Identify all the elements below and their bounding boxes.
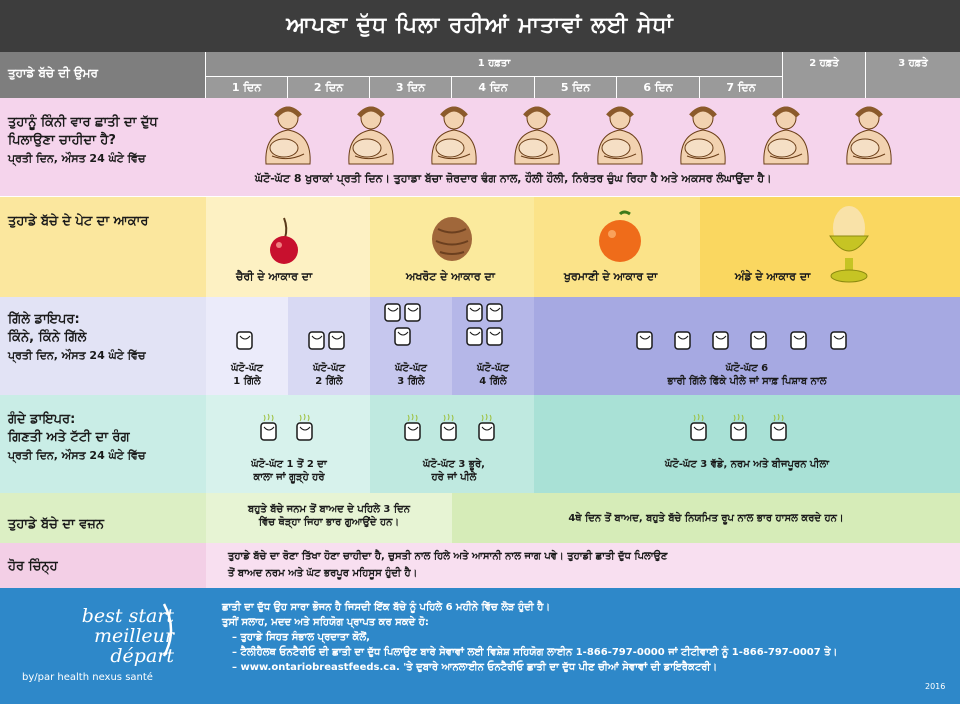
dirty-diaper-icon: [730, 414, 746, 434]
day-5-header: 5 ਦਿਨ: [535, 77, 616, 98]
footer-line1: ਛਾਤੀ ਦਾ ਦੁੱਧ ਉਹ ਸਾਰਾ ਭੋਜਨ ਹੈ ਜਿਸਦੀ ਇੱਕ ਬੱਚੇ ਨੂੰ ਪਹਿਲੇ 6 ਮਹੀਨੇ ਵਿੱਚ ਲੋੜ ਹੁੰਦੀ ਹੈ।: [222, 602, 551, 613]
wet-day4-line1: ਘੱਟੋ-ਘੱਟ: [477, 363, 509, 374]
dirty-c2-line2: ਹਰੇ ਜਾਂ ਪੀਲੇ: [431, 472, 477, 483]
feeding-question: ਤੁਹਾਨੂੰ ਕਿੰਨੀ ਵਾਰ ਛਾਤੀ ਦਾ ਦੁੱਧ ਪਿਲਾਉਣਾ ਚਾਹੀਦਾ ਹੈ?: [8, 115, 158, 148]
other-text: [228, 548, 948, 582]
dirty-c1-line2: ਕਾਲਾ ਜਾਂ ਗੂੜ੍ਹੇ ਹਰੇ: [253, 472, 325, 483]
wet-day3-line1: ਘੱਟੋ-ਘੱਟ: [395, 363, 427, 374]
footer-text: [222, 600, 942, 675]
dirty-diaper-icon: [478, 414, 494, 434]
other-line2: ਤੋਂ ਬਾਅਦ ਨਰਮ ਅਤੇ ਘੱਟ ਭਰਪੂਰ ਮਹਿਸੂਸ ਹੁੰਦੀ ਹੈ।: [228, 568, 418, 579]
dirty-diaper-icon: [690, 414, 706, 434]
day-1-header: 1 ਦਿਨ: [206, 77, 287, 98]
week2-header: 2 ਹਫ਼ਤੇ: [783, 52, 865, 98]
day-7-header: 7 ਦਿਨ: [700, 77, 782, 98]
wet-day1-line2: 1 ਗਿੱਲੇ: [233, 376, 261, 387]
stomach-walnut-label: ਅਖਰੋਟ ਦੇ ਆਕਾਰ ਦਾ: [406, 270, 495, 283]
day-2-header: 2 ਦਿਨ: [288, 77, 369, 98]
dirty-diaper-icon: [260, 414, 276, 434]
weight-label: ਤੁਹਾਡੇ ਬੱਚੇ ਦਾ ਵਜ਼ਨ: [8, 517, 104, 532]
wet-day2-line2: 2 ਗਿੱਲੇ: [315, 376, 343, 387]
stomach-cherry-label: ਚੈਰੀ ਦੇ ਆਕਾਰ ਦਾ: [236, 270, 313, 283]
dirty-diaper-icon: [440, 414, 456, 434]
stomach-label: ਤੁਹਾਡੇ ਬੱਚੇ ਦੇ ਪੇਟ ਦਾ ਆਕਾਰ: [8, 214, 149, 229]
age-header-label: ਤੁਹਾਡੇ ਬੱਚੇ ਦੀ ਉਮਰ: [0, 52, 205, 98]
footer-line2: ਤੁਸੀਂ ਸਲਾਹ, ਮਦਦ ਅਤੇ ਸਹਿਯੋਗ ਪ੍ਰਾਪਤ ਕਰ ਸਕਦੇ ਹੋ:: [222, 617, 429, 628]
day-6-header: 6 ਦਿਨ: [617, 77, 699, 98]
brand-logo: [44, 606, 174, 666]
page-title: ਆਪਣਾ ਦੁੱਧ ਪਿਲਾ ਰਹੀਆਂ ਮਾਤਾਵਾਂ ਲਈ ਸੇਧਾਂ: [0, 0, 960, 52]
byline: by/par health nexus santé: [22, 672, 153, 683]
footer-line4: – ਟੈਲੀਹੈਲਥ ਓਨਟੈਰੀਓ ਦੀ ਛਾਤੀ ਦਾ ਦੁੱਧ ਪਿਲਾਉਣ ਬਾਰੇ ਸੇਵਾਵਾਂ ਲਈ ਵਿਸ਼ੇਸ਼ ਸਹਿਯੋਗ ਲਾਈਨ 1-866-797-0000 ਜਾਂ ਟੀਟੀਵਾਈ ਨੂੰ 1-866-797-0007 ਤੇ।: [232, 647, 838, 658]
wet-day4-line2: 4 ਗਿੱਲੇ: [479, 376, 507, 387]
dirty-c1-line1: ਘੱਟੋ-ਘੱਟ 1 ਤੋਂ 2 ਦਾ: [251, 459, 327, 470]
week1-header: 1 ਹਫ਼ਤਾ: [206, 52, 782, 76]
brand-line1: best start: [81, 605, 174, 627]
dirty-c3-caption: ਘੱਟੋ-ਘੱਟ 3 ਵੱਡੇ, ਨਰਮ ਅਤੇ ਬੀਜਪੂਰਨ ਪੀਲਾ: [664, 459, 830, 470]
weight-left-line1: ਬਹੁਤੇ ਬੱਚੇ ਜਨਮ ਤੋਂ ਬਾਅਦ ਦੇ ਪਹਿਲੇ 3 ਦਿਨ: [248, 504, 410, 515]
stomach-egg-label: ਅੰਡੇ ਦੇ ਆਕਾਰ ਦਾ: [735, 270, 811, 283]
dirty-title: ਗੰਦੇ ਡਾਇਪਰ:: [8, 412, 76, 427]
wet-sub: ਪ੍ਰਤੀ ਦਿਨ, ਔਸਤ 24 ਘੰਟੇ ਵਿੱਚ: [8, 349, 146, 362]
wet-title: ਗਿੱਲੇ ਡਾਇਪਰ:: [8, 312, 80, 327]
dirty-c2-line1: ਘੱਟੋ-ਘੱਟ 3 ਭੂਰੇ,: [423, 459, 485, 470]
feeding-caption: ਘੱਟੋ-ਘੱਟ 8 ਖੁਰਾਕਾਂ ਪ੍ਰਤੀ ਦਿਨ। ਤੁਹਾਡਾ ਬੱਚਾ ਜ਼ੋਰਦਾਰ ਢੰਗ ਨਾਲ, ਹੌਲੀ ਹੌਲੀ, ਨਿਰੰਤਰ ਚੁੰਘ ਰਿਹਾ ਹੈ ਅਤੇ ਅਕਸਰ ਲੰਘਾਉਂਦਾ ਹੈ।: [255, 172, 772, 185]
footer-line3: – ਤੁਹਾਡੇ ਸਿਹਤ ਸੰਭਾਲ ਪ੍ਰਦਾਤਾ ਕੋਲੋਂ,: [232, 632, 370, 643]
dirty-diaper-icon: [404, 414, 420, 434]
dirty-diaper-icon: [296, 414, 312, 434]
year: 2016: [925, 682, 946, 691]
feeding-sub: ਪ੍ਰਤੀ ਦਿਨ, ਔਸਤ 24 ਘੰਟੇ ਵਿੱਚ: [8, 152, 146, 165]
other-line1: ਤੁਹਾਡੇ ਬੱਚੇ ਦਾ ਰੋਣਾ ਤਿੱਖਾ ਹੋਣਾ ਚਾਹੀਦਾ ਹੈ, ਚੁਸਤੀ ਨਾਲ ਹਿਲੇ ਅਤੇ ਆਸਾਨੀ ਨਾਲ ਜਾਗ ਪਵੇ। ਤੁਹਾਡੀ ਛਾਤੀ ਦੁੱਧ ਪਿਲਾਉਣ: [228, 551, 668, 562]
wet-title-2: ਕਿੰਨੇ, ਕਿੰਨੇ ਗਿੱਲੇ: [8, 330, 87, 345]
weight-left-text: [210, 503, 448, 529]
wet-day2-line1: ਘੱਟੋ-ਘੱਟ: [313, 363, 345, 374]
stomach-apricot-label: ਖੁਰਮਾਣੀ ਦੇ ਆਕਾਰ ਦਾ: [564, 270, 658, 283]
wet-day3-line2: 3 ਗਿੱਲੇ: [397, 376, 425, 387]
wet-day5-line2: ਭਾਰੀ ਗਿੱਲੇ ਫਿੱਕੇ ਪੀਲੇ ਜਾਂ ਸਾਫ਼ ਪਿਸ਼ਾਬ ਨਾਲ: [667, 376, 827, 387]
footer-line5: – www.ontariobreastfeeds.ca. 'ਤੇ ਦੁਬਾਰੇ ਆਨਲਾਈਨ ਓਨਟੈਰੀਓ ਛਾਤੀ ਦਾ ਦੁੱਧ ਪੀਣ ਚੀਆਂ ਸੇਵਾਵਾਂ ਦੀ ਡਾਇਰੈਕਟਰੀ।: [232, 662, 718, 673]
week3-header: 3 ਹਫ਼ਤੇ: [866, 52, 960, 98]
dirty-sub: ਪ੍ਰਤੀ ਦਿਨ, ਔਸਤ 24 ਘੰਟੇ ਵਿੱਚ: [8, 449, 146, 462]
weight-right-text: 4ਥੇ ਦਿਨ ਤੋਂ ਬਾਅਦ, ਬਹੁਤੇ ਬੱਚੇ ਨਿਯਮਿਤ ਰੂਪ ਨਾਲ ਭਾਰ ਹਾਸਲ ਕਰਦੇ ਹਨ।: [568, 513, 844, 524]
other-label: ਹੋਰ ਚਿੰਨ੍ਹ: [8, 559, 58, 574]
day-3-header: 3 ਦਿਨ: [370, 77, 451, 98]
wet-day5-line1: ਘੱਟੋ-ਘੱਟ 6: [725, 363, 769, 374]
dirty-c2-caption: [384, 458, 524, 484]
wet-day1-line1: ਘੱਟੋ-ਘੱਟ: [231, 363, 263, 374]
dirty-c1-caption: [224, 458, 354, 484]
brand-bracket-icon: [160, 600, 180, 660]
weight-left-line2: ਵਿੱਚ ਥੋੜ੍ਹਾ ਜਿਹਾ ਭਾਰ ਗੁਆਉਂਦੇ ਹਨ।: [258, 517, 400, 528]
dirty-diaper-icon: [770, 414, 786, 434]
dirty-title-2: ਗਿਣਤੀ ਅਤੇ ਟੱਟੀ ਦਾ ਰੰਗ: [8, 430, 130, 445]
brand-line2: meilleur départ: [93, 625, 174, 667]
day-4-header: 4 ਦਿਨ: [452, 77, 534, 98]
